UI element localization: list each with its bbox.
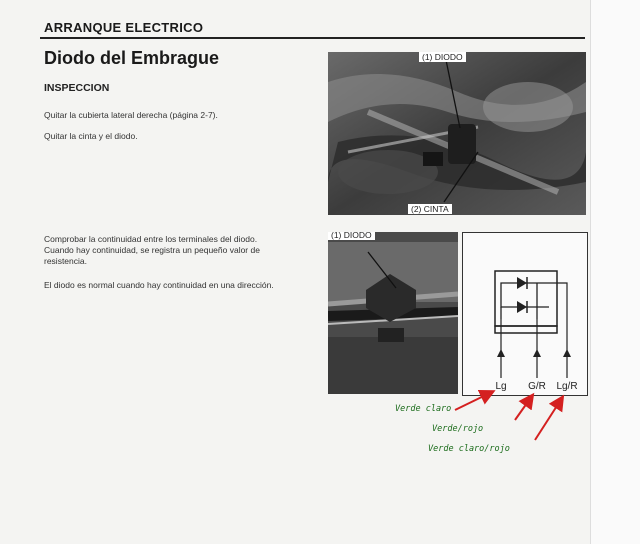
- diode-photo-image: [328, 232, 458, 394]
- instruction-step-3-line-1: Comprobar la continuidad entre los terminales del diodo.: [44, 234, 258, 244]
- label-diodo-bottom: (1) DIODO: [328, 232, 375, 240]
- note-verde-claro: Verde claro: [395, 404, 452, 414]
- instruction-step-4: El diodo es normal cuando hay continuidad en una dirección.: [44, 280, 274, 290]
- diode-schematic: [462, 232, 588, 396]
- arrow-lg-r: [535, 398, 562, 440]
- arrow-g-r: [515, 396, 532, 420]
- engine-photo: [328, 52, 586, 215]
- instruction-step-3-line-2: Cuando hay continuidad, se registra un pequeño valor de: [44, 245, 260, 255]
- engine-photo-image: [328, 52, 586, 215]
- terminal-lg-r: Lg/R: [556, 381, 578, 392]
- terminal-g-r: G/R: [528, 381, 546, 392]
- label-cinta: (2) CINTA: [408, 204, 452, 214]
- section-title: ARRANQUE ELECTRICO: [44, 20, 204, 35]
- note-verde-claro-rojo: Verde claro/rojo: [428, 444, 510, 454]
- diode-photo: [328, 232, 458, 394]
- instruction-step-1: Quitar la cubierta lateral derecha (página 2-7).: [44, 110, 218, 120]
- note-verde-rojo: Verde/rojo: [432, 424, 484, 434]
- instruction-step-3-line-3: resistencia.: [44, 256, 87, 266]
- label-diodo-top: (1) DIODO: [419, 52, 466, 62]
- page-title: Diodo del Embrague: [44, 48, 220, 68]
- instruction-step-3: [44, 234, 299, 267]
- header-rule: [40, 37, 585, 39]
- page-margin: [590, 0, 640, 544]
- subheading: INSPECCION: [44, 82, 110, 94]
- instruction-step-2: Quitar la cinta y el diodo.: [44, 131, 138, 141]
- terminal-lg: Lg: [495, 381, 507, 392]
- diode-schematic-drawing: [463, 233, 587, 395]
